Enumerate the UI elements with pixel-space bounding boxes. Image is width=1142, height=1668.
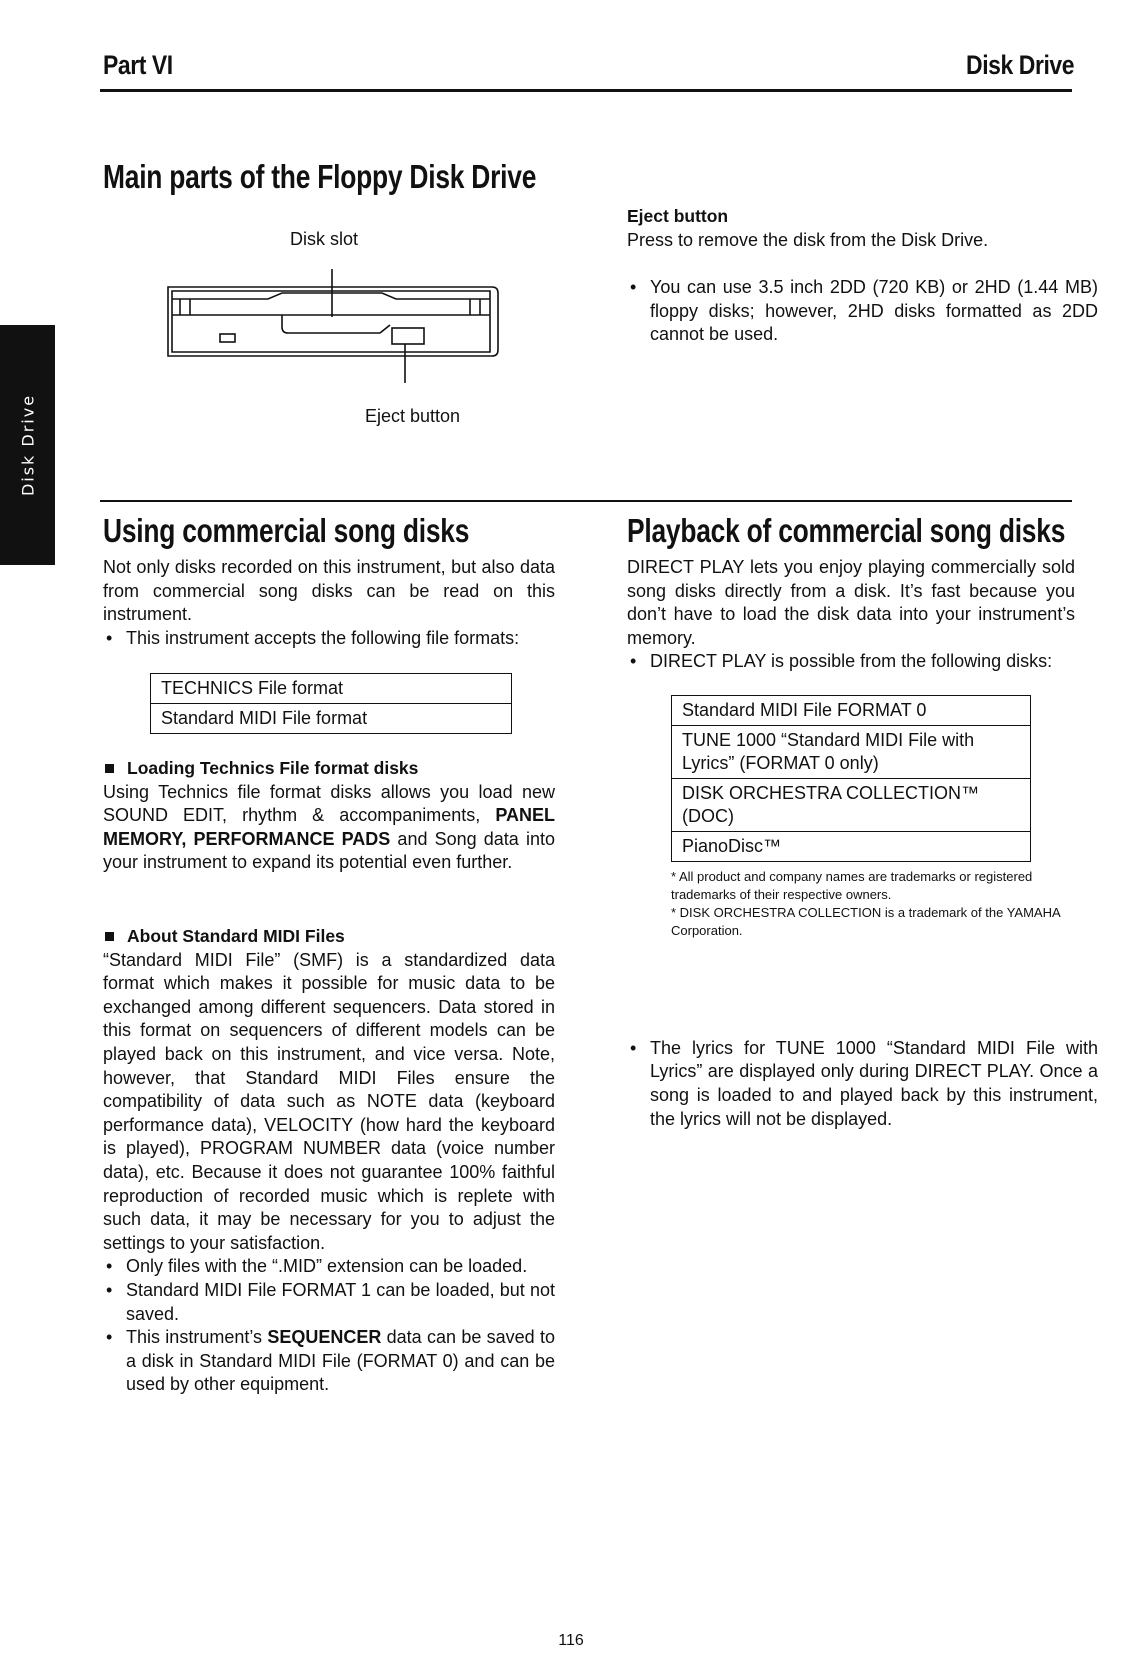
loading-technics-text — [103, 781, 555, 875]
sequencer-text-c: data can be saved to a disk in Standard MIDI File (FORMAT 0) and can be used by other equipment. — [126, 1327, 556, 1395]
using-intro-paragraph: Not only disks recorded on this instrument, but also data from commercial song disks can be read on this instrument. — [103, 557, 555, 625]
about-smf-text: “Standard MIDI File” (SMF) is a standardized data format which makes it possible for music data to be exchanged among different sequencers. Data stored in this format on sequencers of different models can be played back on this instrument, and vice versa. Note, however, that Standard MIDI Files ensure the compatibility of data such as NOTE data (keyboard performance data), VELOCITY (how hard the keyboard is played), PROGRAM NUMBER data (voice number data), etc. Because it does not guarantee 100% faithful reproduction of recorded music which is replete with such data, it may be necessary for you to adjust the settings to your satisfaction. — [103, 949, 555, 1253]
sequencer-bullet — [103, 1326, 555, 1397]
header-section-label: Disk Drive — [965, 50, 1074, 80]
sequencer-text-a: This instrument’s — [126, 1327, 268, 1348]
disk-row: PianoDisc™ — [682, 836, 782, 856]
about-smf-heading: About Standard MIDI Files — [103, 925, 555, 949]
playback-commercial-title: Playback of commercial song disks — [627, 512, 1066, 549]
using-commercial-title: Using commercial song disks — [103, 512, 470, 549]
loading-technics-heading: Loading Technics File format disks — [103, 757, 555, 781]
disk-compatibility-note: • You can use 3.5 inch 2DD (720 KB) or 2HD (1.44 MB) floppy disks; however, 2HD disks formatted as 2DD cannot be used. — [627, 276, 1098, 347]
loading-text-c: and Song data into your instrument to expand its potential even further. — [103, 828, 555, 873]
main-parts-title: Main parts of the Floppy Disk Drive — [103, 158, 537, 195]
file-format-row: TECHNICS File format — [151, 674, 511, 704]
direct-play-disk-table — [671, 695, 1031, 862]
diagram-label-disk-slot: Disk slot — [290, 229, 359, 249]
using-intro — [103, 556, 555, 650]
floppy-drive-diagram — [160, 255, 505, 415]
lyrics-bullet: • The lyrics for TUNE 1000 “Standard MIDI File with Lyrics” are displayed only during DIRECT PLAY. Once a song is loaded to and played back by this instrument, the lyrics will not be displayed. — [627, 1037, 1098, 1131]
disk-row: Standard MIDI File FORMAT 0 — [672, 696, 1030, 726]
side-tab — [0, 325, 55, 565]
file-format-row: Standard MIDI File format — [161, 708, 368, 728]
page-number: 116 — [558, 1632, 584, 1649]
trademark-note: * All product and company names are trademarks or registered trademarks of their respective owners. — [671, 869, 1033, 902]
header-rule — [100, 89, 1072, 92]
playback-intro — [627, 556, 1075, 674]
format1-bullet: • Standard MIDI File FORMAT 1 can be loaded, but not saved. — [103, 1279, 555, 1326]
mid-extension-bullet: • Only files with the “.MID” extension can be loaded. — [103, 1255, 555, 1279]
file-format-table — [150, 673, 512, 734]
loading-text-bold: PANEL MEMORY, PERFORMANCE PADS — [103, 805, 555, 849]
eject-button-heading: Eject button — [627, 206, 729, 226]
header-part-label: Part VI — [103, 50, 173, 80]
about-smf-block — [103, 925, 555, 1397]
diagram-label-eject-button: Eject button — [365, 406, 461, 426]
side-tab-label: Disk Drive — [18, 393, 37, 497]
section-divider — [100, 500, 1072, 502]
trademark-notes — [671, 868, 1079, 940]
direct-play-bullet: • DIRECT PLAY is possible from the following disks: — [627, 650, 1075, 674]
loading-text-a: Using Technics file format disks allows you load new SOUND EDIT, rhythm & accompaniments, — [103, 781, 555, 826]
disk-row: TUNE 1000 “Standard MIDI File with Lyrics” (FORMAT 0 only) — [672, 726, 1030, 779]
file-format-bullet: • This instrument accepts the following file formats: — [103, 627, 555, 651]
disk-row: DISK ORCHESTRA COLLECTION™ (DOC) — [672, 779, 1030, 832]
loading-technics-block — [103, 757, 555, 875]
trademark-note: * DISK ORCHESTRA COLLECTION is a trademark of the YAMAHA Corporation. — [671, 905, 1060, 938]
eject-button-description: Press to remove the disk from the Disk Drive. — [627, 230, 989, 250]
sequencer-text-bold: SEQUENCER — [267, 1327, 382, 1348]
playback-intro-paragraph: DIRECT PLAY lets you enjoy playing commercially sold song disks directly from a disk. It’s fast because you don’t have to load the disk data into your instrument’s memory. — [627, 557, 1075, 648]
